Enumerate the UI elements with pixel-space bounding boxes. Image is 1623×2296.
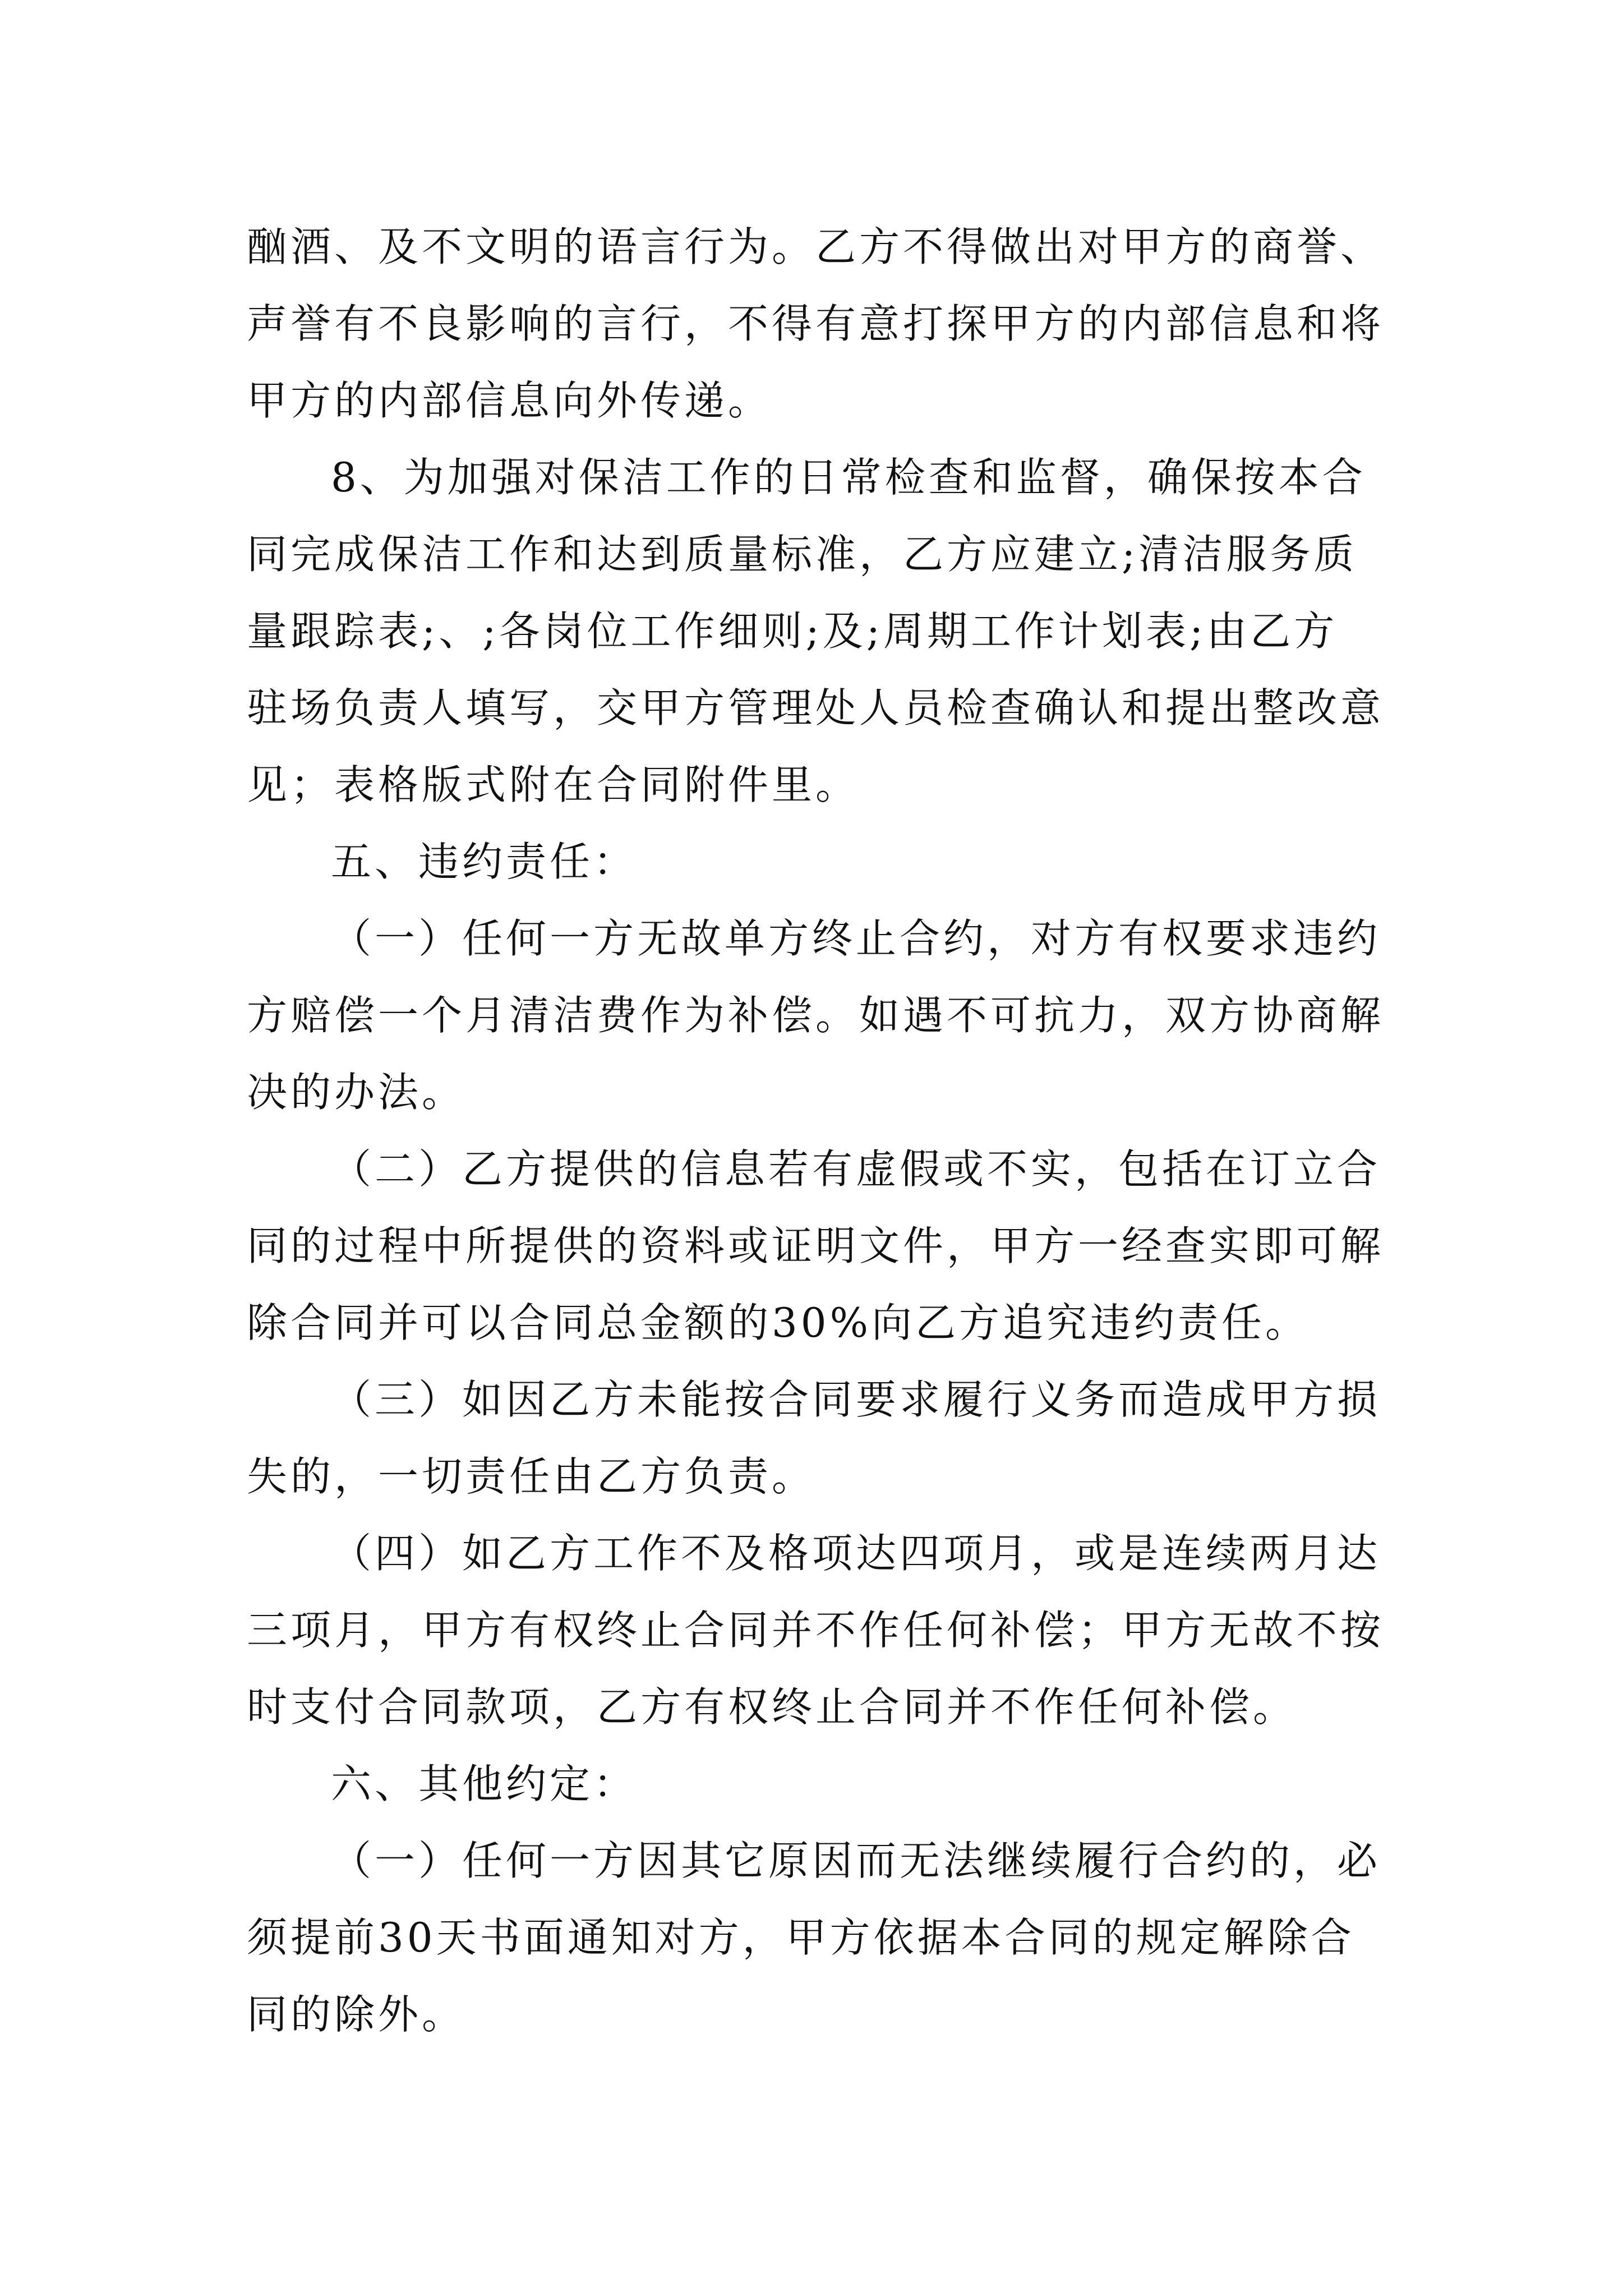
text-line: 失的，一切责任由乙方负责。: [247, 1453, 816, 1500]
text-line: 量跟踪表;、;各岗位工作细则;及;周期工作计划表;由乙方: [247, 608, 1338, 655]
breach-item-3-start: （三）如因乙方未能按合同要求履行义务而造成甲方损: [331, 1376, 1381, 1423]
text-line: 同完成保洁工作和达到质量标准，乙方应建立;清洁服务质: [247, 531, 1358, 578]
section-heading-other: 六、其他约定：: [331, 1760, 638, 1807]
text-line: 决的办法。: [247, 1069, 466, 1116]
breach-item-4-start: （四）如乙方工作不及格项达四项月，或是连续两月达: [331, 1530, 1381, 1577]
text-line: 时支付合同款项，乙方有权终止合同并不作任何补偿。: [247, 1683, 1297, 1731]
text-line: 酗酒、及不文明的语言行为。乙方不得做出对甲方的商誉、: [247, 223, 1385, 270]
text-line: 须提前30天书面通知对方，甲方依据本合同的规定解除合: [247, 1914, 1355, 1961]
other-item-1-start: （一）任何一方因其它原因而无法继续履行合约的，必: [331, 1837, 1381, 1884]
text-line: 声誉有不良影响的言行，不得有意打探甲方的内部信息和将: [247, 300, 1385, 347]
text-line: 方赔偿一个月清洁费作为补偿。如遇不可抗力，双方协商解: [247, 992, 1385, 1039]
document-body: [247, 209, 1385, 2053]
text-line: 除合同并可以合同总金额的30%向乙方追究违约责任。: [247, 1299, 1310, 1346]
text-line: 甲方的内部信息向外传递。: [247, 377, 772, 424]
text-line: 同的除外。: [247, 1991, 466, 2038]
text-line: 同的过程中所提供的资料或证明文件，甲方一经查实即可解: [247, 1222, 1385, 1269]
text-line: 驻场负责人填写，交甲方管理处人员检查确认和提出整改意: [247, 684, 1385, 731]
breach-item-1-start: （一）任何一方无故单方终止合约，对方有权要求违约: [331, 915, 1381, 962]
clause-8-start: 8、为加强对保洁工作的日常检查和监督，确保按本合: [331, 454, 1366, 501]
breach-item-2-start: （二）乙方提供的信息若有虚假或不实，包括在订立合: [331, 1145, 1381, 1193]
section-heading-breach: 五、违约责任：: [331, 838, 638, 885]
text-line: 三项月，甲方有权终止合同并不作任何补偿；甲方无故不按: [247, 1607, 1385, 1654]
text-line: 见；表格版式附在合同附件里。: [247, 761, 860, 808]
